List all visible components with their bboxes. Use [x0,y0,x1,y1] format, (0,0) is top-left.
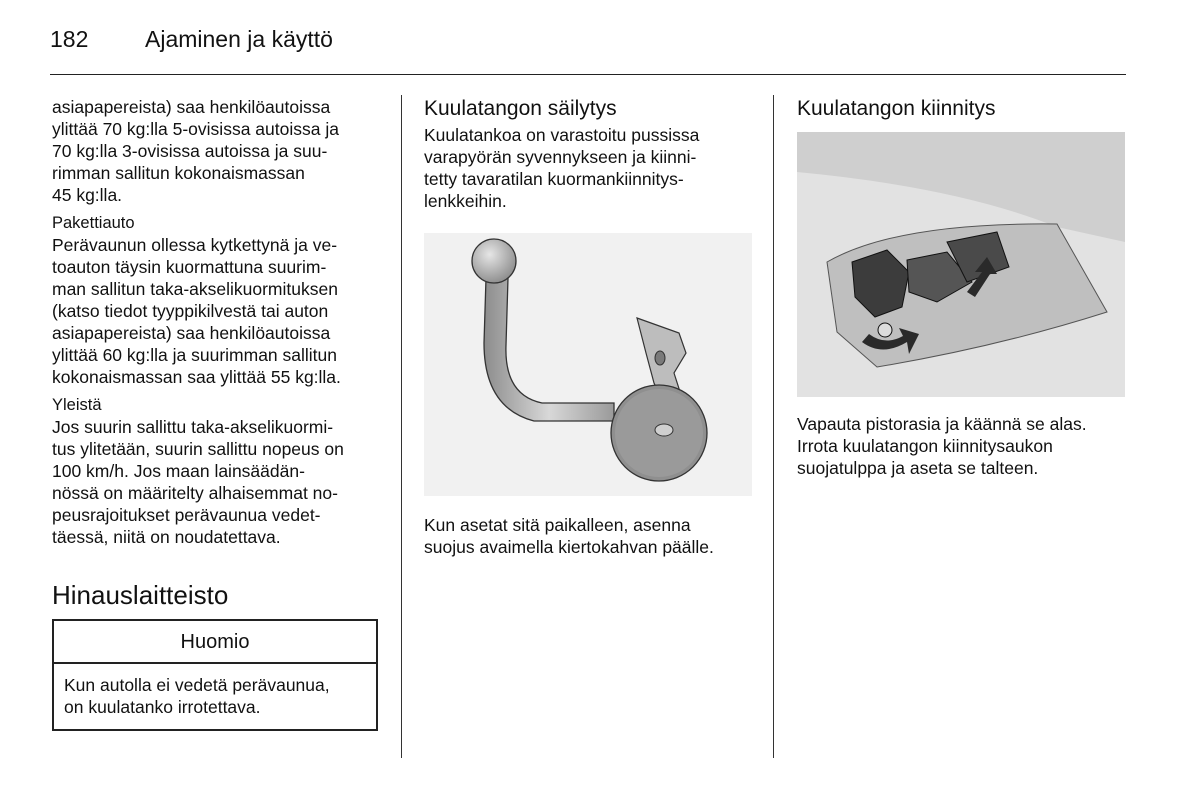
intro-paragraph [52,96,382,206]
line: kokonaismassan saa ylittää 55 kg:lla. [52,367,341,387]
line: peusrajoitukset perävaunua vedet- [52,505,321,525]
towbar-illustration [424,233,752,496]
page-header [50,26,333,53]
column-2 [424,96,759,558]
line: Kuulatankoa on varastoitu pussissa [424,125,700,145]
line: Vapauta pistorasia ja käännä se alas. [797,414,1087,434]
line: Kun autolla ei vedetä perävaunua, [64,675,330,695]
mounting-caption [797,413,1127,479]
page-number: 182 [50,26,89,52]
line: 100 km/h. Jos maan lainsäädän- [52,461,305,481]
column-divider-2 [773,95,774,758]
line: toauton täysin kuormattuna suurim- [52,257,327,277]
line: Irrota kuulatangon kiinnitysaukon [797,436,1053,456]
line: rimman sallitun kokonaismassan [52,163,305,183]
column-divider-1 [401,95,402,758]
line: nössä on määritelty alhaisemmat no- [52,483,338,503]
line: man sallitun taka-akselikuormituksen [52,279,338,299]
socket-illustration [797,132,1125,397]
storage-caption [424,514,759,558]
line: asiapapereista) saa henkilöautoissa [52,97,331,117]
notice-box [52,619,378,731]
van-subheading: Pakettiauto [52,214,135,232]
general-subheading: Yleistä [52,396,102,414]
line: tus ylitetään, suurin sallittu nopeus on [52,439,344,459]
line: tetty tavaratilan kuormankiinnitys- [424,169,684,189]
line: Perävaunun ollessa kytkettynä ja ve- [52,235,338,255]
line: lenkkeihin. [424,191,507,211]
line: Kun asetat sitä paikalleen, asenna [424,515,691,535]
van-paragraph [52,234,382,388]
line: on kuulatanko irrotettava. [64,697,261,717]
line: 70 kg:lla 3-ovisissa autoissa ja suu- [52,141,328,161]
line: suojus avaimella kiertokahvan päälle. [424,537,714,557]
mounting-heading: Kuulatangon kiinnitys [797,97,996,120]
line: Jos suurin sallittu taka-akselikuormi- [52,417,334,437]
line: ylittää 60 kg:lla ja suurimman sallitun [52,345,337,365]
storage-heading: Kuulatangon säilytys [424,97,617,120]
notice-text [54,664,376,729]
line: varapyörän syvennykseen ja kiinni- [424,147,697,167]
line: suojatulppa ja aseta se talteen. [797,458,1039,478]
header-rule [50,74,1126,75]
section-heading: Hinauslaitteisto [52,580,229,610]
column-1 [52,96,382,731]
line: (katso tiedot tyyppikilvestä tai auton [52,301,329,321]
general-paragraph [52,416,382,548]
notice-title: Huomio [54,621,376,664]
line: asiapapereista) saa henkilöautoissa [52,323,331,343]
line: täessä, niitä on noudatettava. [52,527,281,547]
line: ylittää 70 kg:lla 5-ovisissa autoissa ja [52,119,339,139]
line: 45 kg:lla. [52,185,123,205]
storage-paragraph [424,124,759,212]
column-3 [797,96,1127,479]
running-section-title: Ajaminen ja käyttö [145,26,333,52]
